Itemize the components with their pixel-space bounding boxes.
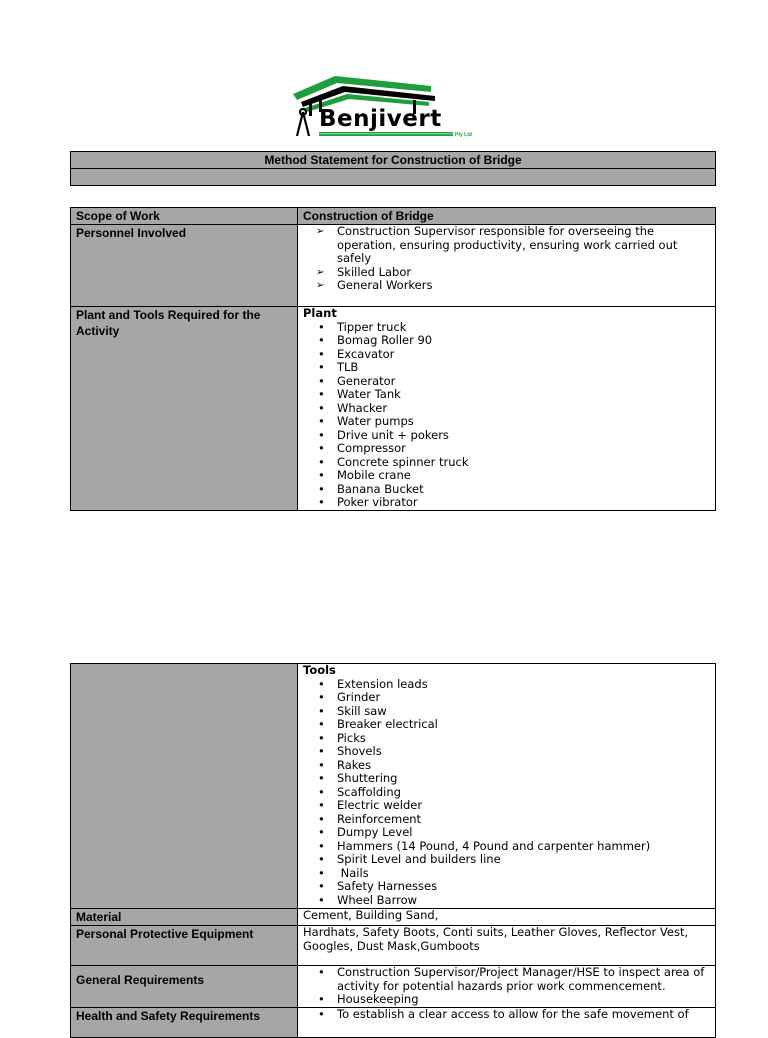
general-requirements-label: General Requirements <box>71 966 298 1008</box>
list-item: • Hammers (14 Pound, 4 Pound and carpenter hammer) <box>337 840 710 854</box>
list-item: • Scaffolding <box>337 786 710 800</box>
list-item: • Skill saw <box>337 705 710 719</box>
list-item: • Poker vibrator <box>337 496 710 510</box>
list-item: • Drive unit + pokers <box>337 429 710 443</box>
list-item: • Generator <box>337 375 710 389</box>
tools-list <box>303 678 710 908</box>
health-safety-label: Health and Safety Requirements <box>71 1008 298 1038</box>
logo-wordmark: Benjivert <box>319 106 442 132</box>
ppe-label: Personal Protective Equipment <box>71 926 298 966</box>
list-item: • Compressor <box>337 442 710 456</box>
plant-label: Plant and Tools Required for the Activity <box>71 307 298 511</box>
list-item: • To establish a clear access to allow for the safe movement of <box>337 1008 710 1022</box>
list-item: • Safety Harnesses <box>337 880 710 894</box>
list-item: • Water Tank <box>337 388 710 402</box>
tools-cell <box>298 664 716 909</box>
list-item: • Shuttering <box>337 772 710 786</box>
scope-label: Scope of Work <box>71 208 298 225</box>
list-item: • Rakes <box>337 759 710 773</box>
list-item: • Concrete spinner truck <box>337 456 710 470</box>
material-value: Cement, Building Sand, <box>298 909 716 926</box>
health-safety-cell <box>298 1008 716 1038</box>
list-item: ➢ General Workers <box>337 279 710 293</box>
list-item: • Mobile crane <box>337 469 710 483</box>
list-item: • Banana Bucket <box>337 483 710 497</box>
list-item: ➢ Skilled Labor <box>337 266 710 280</box>
title-blank-row <box>71 169 716 186</box>
list-item: • Bomag Roller 90 <box>337 334 710 348</box>
list-item: • Wheel Barrow <box>337 894 710 908</box>
list-item: • Nails <box>337 867 710 881</box>
list-item: • Excavator <box>337 348 710 362</box>
list-item: • Water pumps <box>337 415 710 429</box>
list-item: • Breaker electrical <box>337 718 710 732</box>
document-title: Method Statement for Construction of Bridge <box>71 152 716 169</box>
personnel-cell <box>298 225 716 307</box>
general-requirements-cell <box>298 966 716 1008</box>
title-table <box>70 151 716 186</box>
general-requirements-list <box>303 966 710 1007</box>
list-item: • Extension leads <box>337 678 710 692</box>
list-item: • Whacker <box>337 402 710 416</box>
logo-suffix: Pty Ltd <box>455 132 472 138</box>
list-item: • Shovels <box>337 745 710 759</box>
scope-value: Construction of Bridge <box>298 208 716 225</box>
personnel-label: Personnel Involved <box>71 225 298 307</box>
list-item: • Tipper truck <box>337 321 710 335</box>
list-item: • Construction Supervisor/Project Manager/HSE to inspect area of activity for potential hazards prior work commencement. <box>337 966 710 993</box>
material-label: Material <box>71 909 298 926</box>
personnel-list <box>303 225 710 293</box>
plant-list <box>303 321 710 510</box>
method-table-page1 <box>70 207 716 511</box>
health-safety-list <box>303 1008 710 1022</box>
ppe-value: Hardhats, Safety Boots, Conti suits, Leather Gloves, Reflector Vest, Googles, Dust Mask,Gumboots <box>298 926 716 966</box>
tools-label-blank <box>71 664 298 909</box>
list-item: • TLB <box>337 361 710 375</box>
list-item: • Picks <box>337 732 710 746</box>
list-item: • Dumpy Level <box>337 826 710 840</box>
list-item: • Spirit Level and builders line <box>337 853 710 867</box>
plant-heading: Plant <box>303 306 337 320</box>
list-item: • Reinforcement <box>337 813 710 827</box>
tools-heading: Tools <box>303 663 336 677</box>
method-table-page2 <box>70 663 716 1038</box>
plant-cell <box>298 307 716 511</box>
list-item: • Grinder <box>337 691 710 705</box>
company-logo <box>289 72 481 144</box>
list-item: • Housekeeping <box>337 993 710 1007</box>
list-item: • Electric welder <box>337 799 710 813</box>
list-item: ➢ Construction Supervisor responsible for overseeing the operation, ensuring productivity, ensuring work carried out safely <box>337 225 710 266</box>
